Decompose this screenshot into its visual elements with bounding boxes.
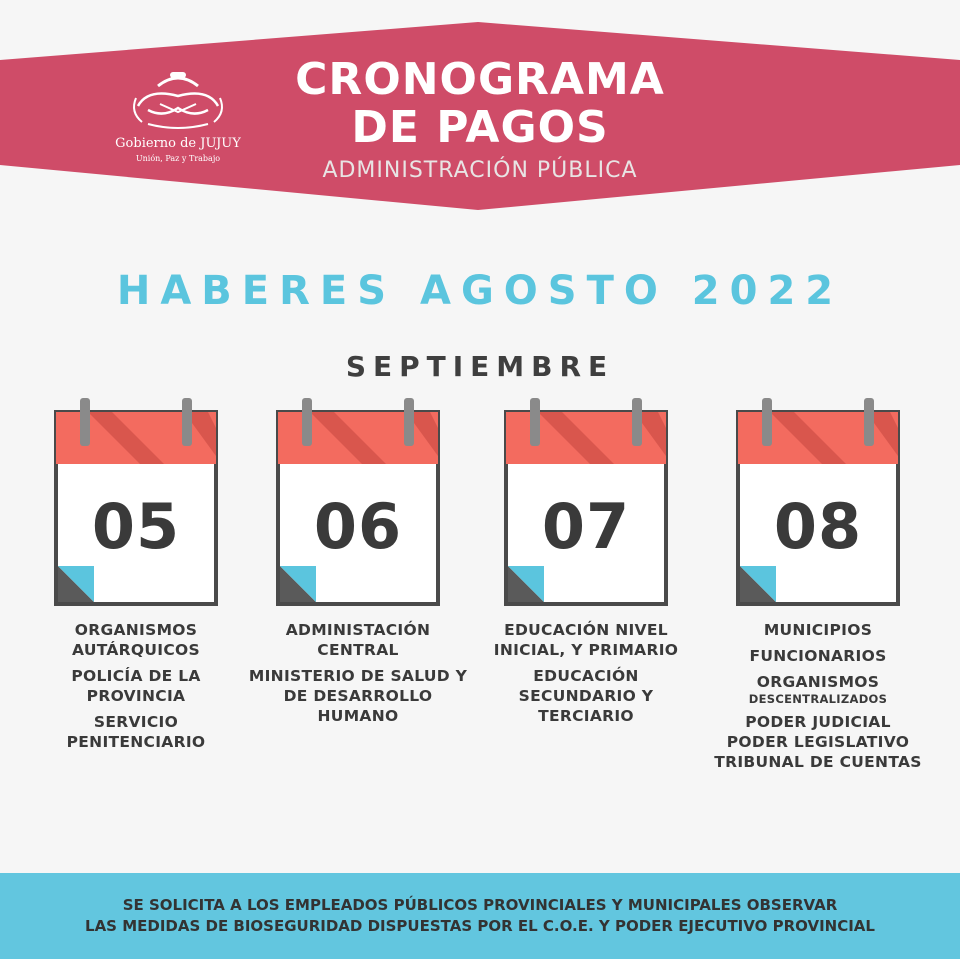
- page-title-line2: DE PAGOS: [351, 102, 609, 153]
- day-06-groups: [248, 620, 468, 732]
- group-label: MINISTERIO DE SALUD Y DE DESARROLLO HUMANO: [248, 667, 468, 725]
- group-label: SERVICIO PENITENCIARIO: [66, 713, 206, 751]
- group-label: ADMINISTACIÓN CENTRAL: [285, 621, 431, 659]
- group-label: ORGANISMOS AUTÁRQUICOS: [72, 621, 200, 659]
- group-label: FUNCIONARIOS: [749, 647, 887, 665]
- group-label: PODER JUDICIAL: [745, 713, 891, 731]
- calendar-icon: [502, 398, 670, 608]
- period-heading: HABERES AGOSTO 2022: [116, 268, 844, 314]
- day-05-groups: [26, 620, 246, 758]
- government-logo: [108, 68, 248, 168]
- group-label: ORGANISMOS: [756, 673, 880, 691]
- logo-name: Gobierno de JUJUY: [115, 136, 241, 151]
- calendar-day: 05: [91, 490, 181, 563]
- logo-motto: Unión, Paz y Trabajo: [135, 154, 221, 163]
- day-07-groups: [476, 620, 696, 732]
- footer-banner: [0, 873, 960, 959]
- calendar-day: 08: [773, 490, 863, 563]
- footer-notice: [0, 895, 960, 937]
- calendar-icon: [734, 398, 902, 608]
- group-label: EDUCACIÓN NIVEL INICIAL, Y PRIMARIO: [493, 621, 679, 659]
- group-label: PODER LEGISLATIVO: [726, 733, 910, 751]
- page-subtitle: ADMINISTRACIÓN PÚBLICA: [322, 158, 638, 183]
- day-08-groups: [708, 620, 928, 772]
- group-label: EDUCACIÓN SECUNDARIO Y TERCIARIO: [518, 667, 654, 725]
- group-label: MUNICIPIOS: [763, 621, 873, 639]
- group-label: TRIBUNAL DE CUENTAS: [714, 753, 922, 771]
- handshake-icon: [108, 68, 248, 134]
- calendar-day: 06: [313, 490, 403, 563]
- calendar-icon: [274, 398, 442, 608]
- calendar-day: 07: [541, 490, 631, 563]
- group-label: POLICÍA DE LA PROVINCIA: [71, 667, 201, 705]
- group-label-small: DESCENTRALIZADOS: [748, 692, 888, 706]
- footer-line: LAS MEDIDAS DE BIOSEGURIDAD DISPUESTAS POR EL C.O.E. Y PODER EJECUTIVO PROVINCIAL: [85, 917, 875, 935]
- calendar-icon: [52, 398, 220, 608]
- footer-line: SE SOLICITA A LOS EMPLEADOS PÚBLICOS PROVINCIALES Y MUNICIPALES OBSERVAR: [122, 896, 838, 914]
- page-title-line1: CRONOGRAMA: [295, 54, 665, 105]
- month-heading: SEPTIEMBRE: [345, 350, 615, 383]
